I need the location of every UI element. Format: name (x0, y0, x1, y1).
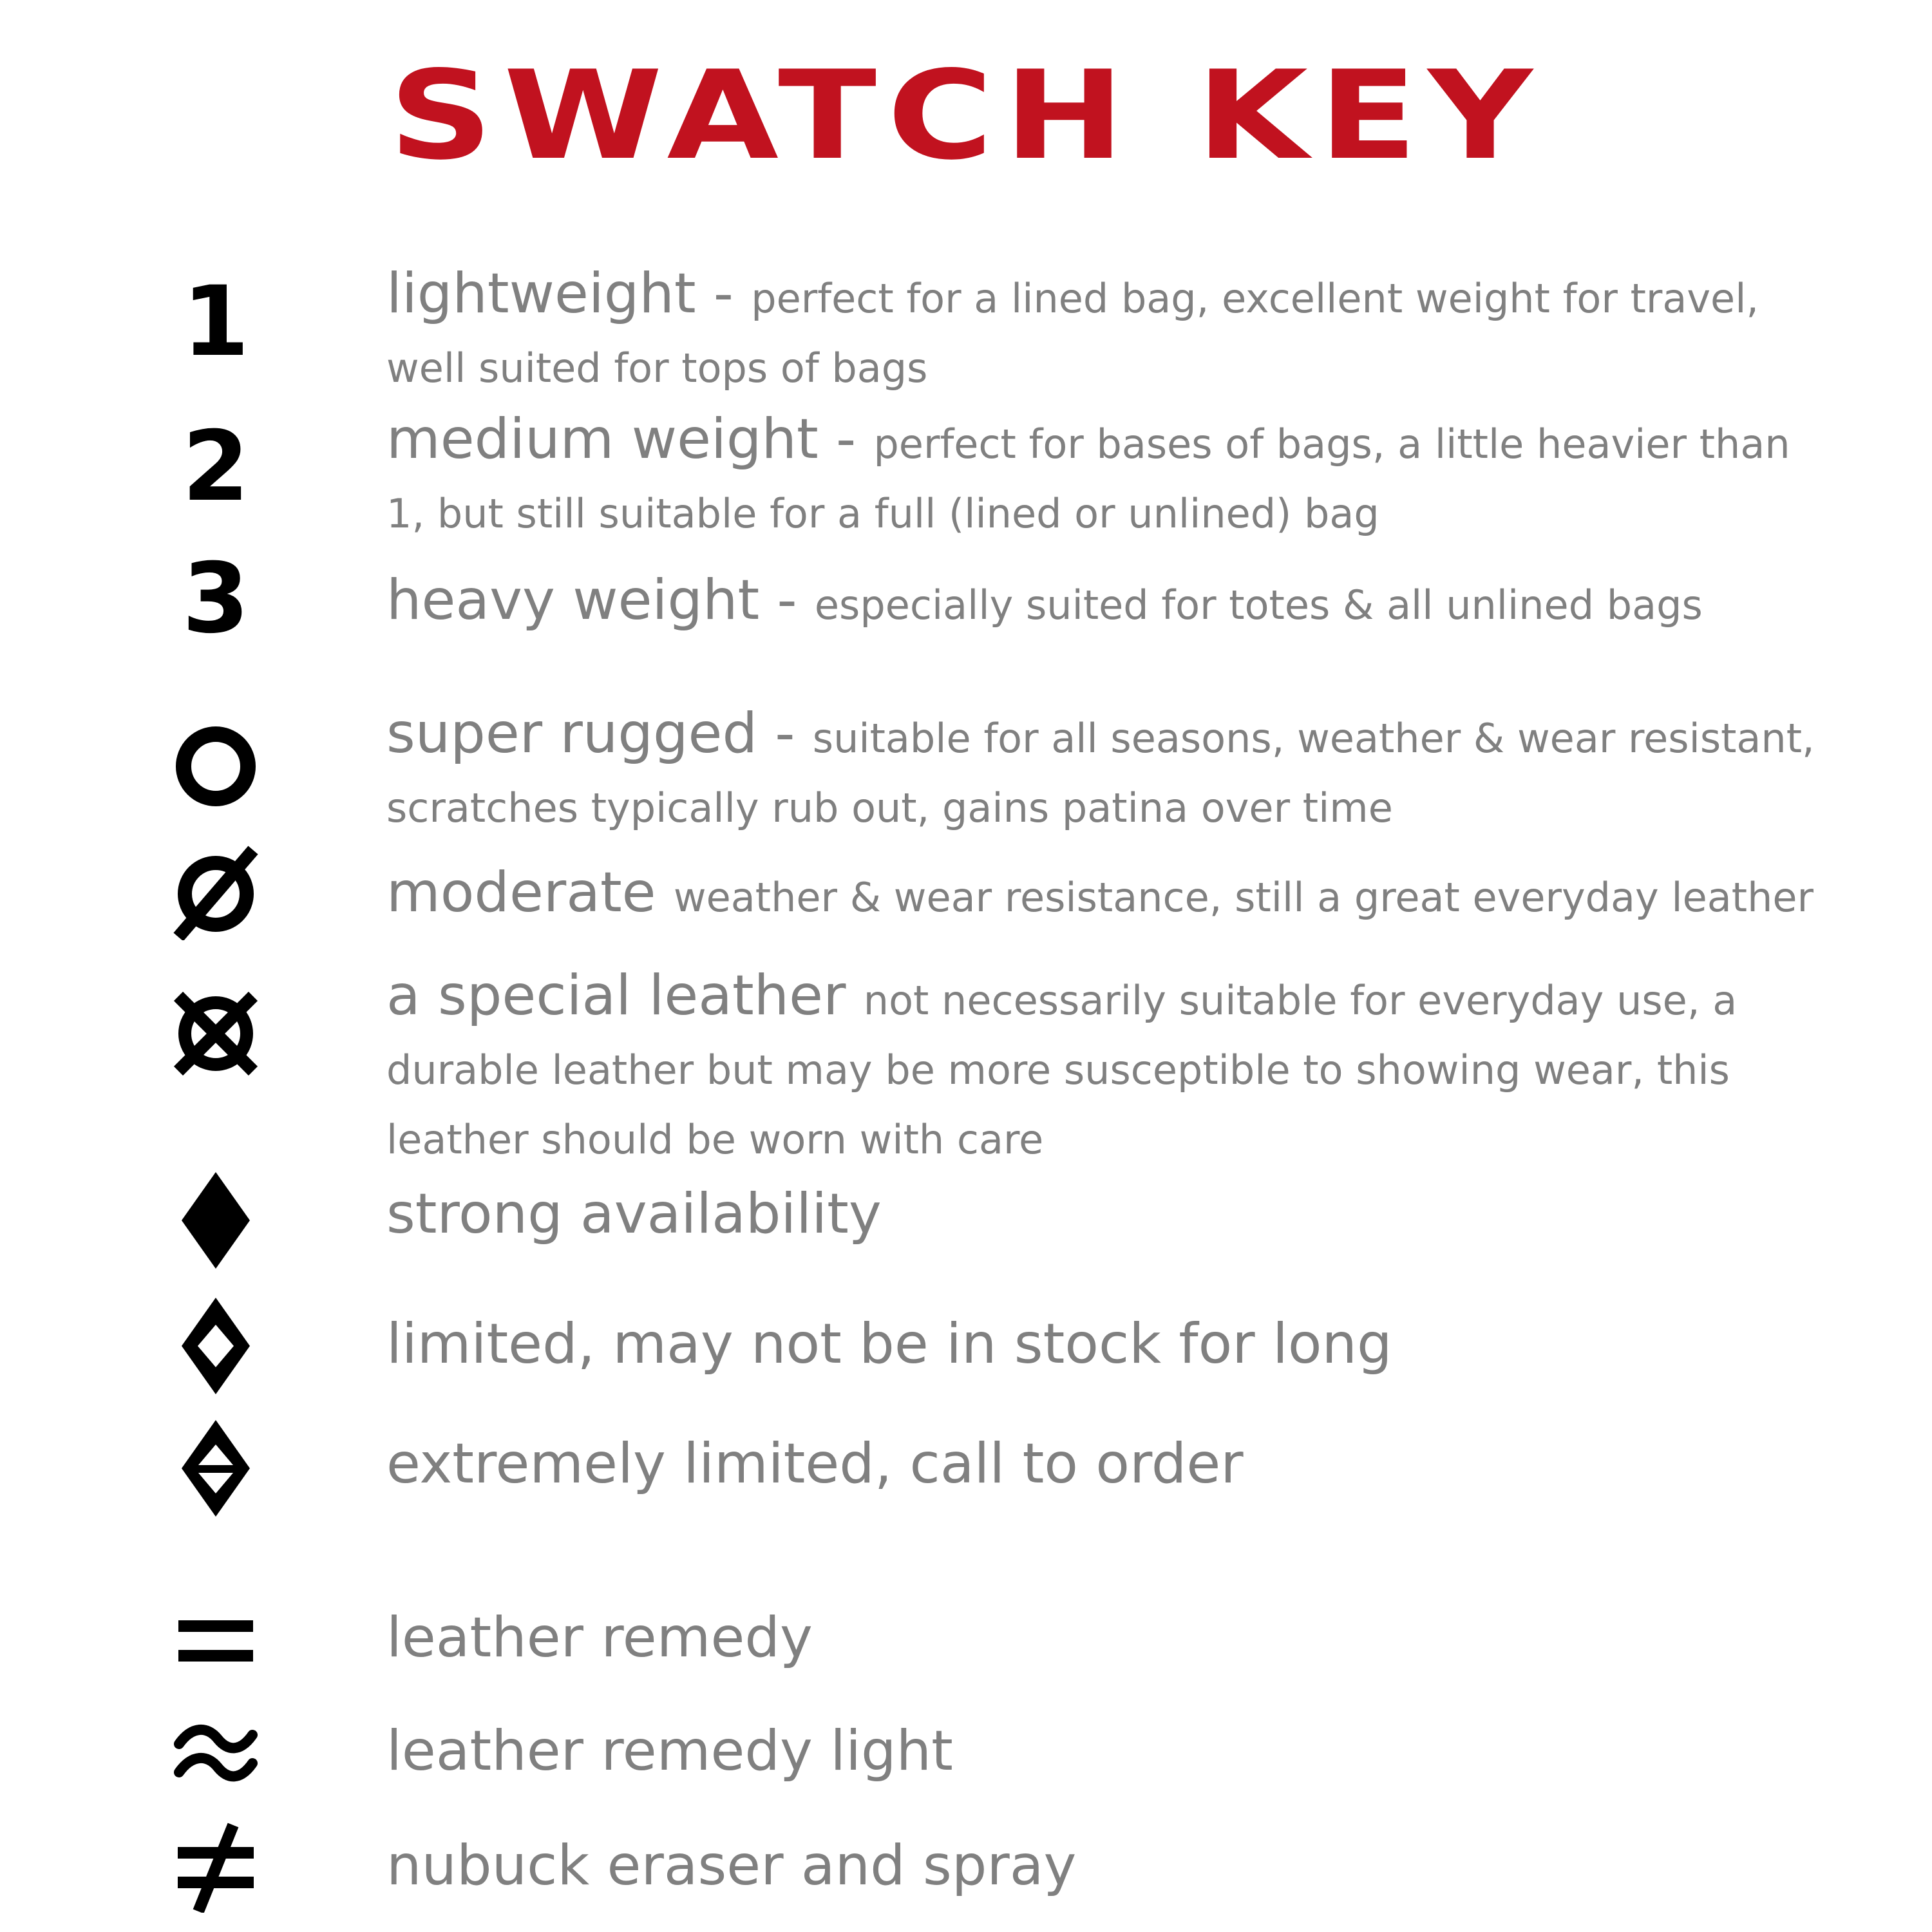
split-diamond-icon (148, 1414, 283, 1523)
filled-diamond-icon (148, 1166, 283, 1275)
entry-description: perfect for a lined bag, excellent weight for travel, well suited for tops of bags (386, 275, 1759, 392)
number-two-symbol: 2 (182, 411, 250, 523)
equals-icon (148, 1587, 283, 1697)
entry-lead: moderate (386, 860, 674, 925)
entry-lead: leather remedy (386, 1605, 813, 1670)
entry-lead: strong availability (386, 1182, 882, 1246)
entry-description: especially suited for totes & all unlined bags (814, 582, 1703, 629)
entry-lead: a special leather (386, 963, 864, 1028)
empty-set-icon (148, 837, 283, 947)
entry-description: weather & wear resistance, still a great everyday leather (673, 874, 1814, 921)
entry-text (386, 860, 1816, 938)
circled-x-icon (148, 979, 283, 1088)
entry-lead: extremely limited, call to order (386, 1432, 1244, 1496)
entry-description: suitable for all seasons, weather & wear resistant, scratches typically rub out, gains patina over time (386, 715, 1815, 831)
entry-lead: lightweight - (386, 261, 752, 326)
entry-lead: medium weight - (386, 407, 874, 471)
entry-lead: heavy weight - (386, 568, 815, 632)
entry-text (386, 568, 1816, 645)
entry-lead: limited, may not be in stock for long (386, 1312, 1392, 1376)
not-equal-icon (148, 1813, 283, 1922)
outlined-diamond-icon (148, 1291, 283, 1401)
entry-description: perfect for bases of bags, a little heavier than 1, but still suitable for a full (lined or unlined) bag (386, 421, 1790, 537)
number-one-symbol: 1 (182, 266, 250, 378)
entry-text (386, 261, 1816, 408)
entry-text (386, 963, 1816, 1180)
page-title: SWATCH KEY (388, 44, 1544, 187)
approx-icon (148, 1700, 283, 1810)
entry-text (386, 407, 1816, 554)
entry-lead: super rugged - (386, 701, 813, 766)
entry-description: not necessarily suitable for everyday use, a durable leather but may be more susceptible to showing wear, this leather should be worn with care (386, 977, 1738, 1163)
entry-text (386, 701, 1816, 848)
number-three-symbol: 3 (182, 543, 250, 655)
entry-lead: nubuck eraser and spray (386, 1833, 1077, 1898)
entry-lead: leather remedy light (386, 1719, 953, 1783)
circle-icon (148, 712, 283, 821)
